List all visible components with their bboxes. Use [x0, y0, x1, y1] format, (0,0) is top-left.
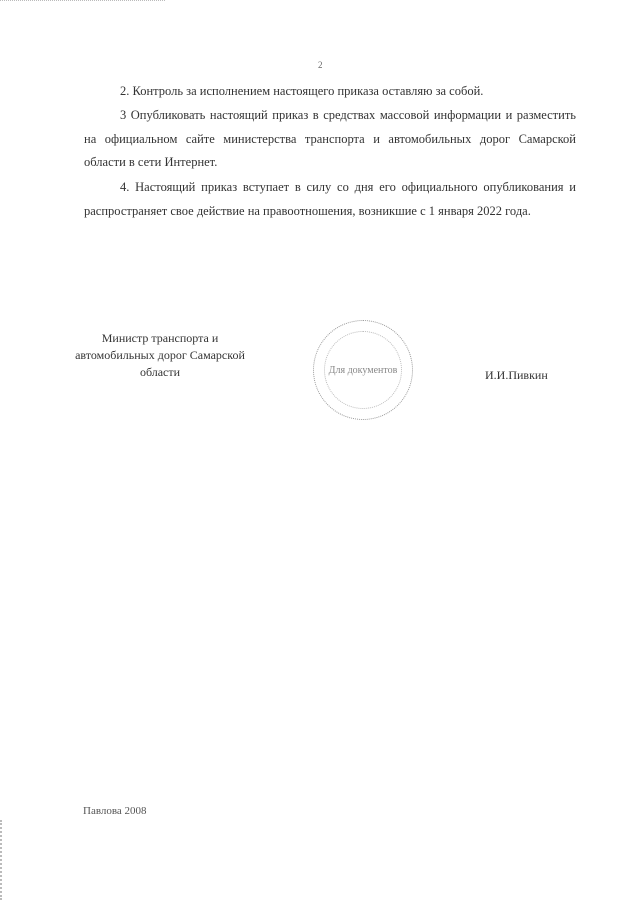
- paragraph-4: 4. Настоящий приказ вступает в силу со дня его официального опубликования и распространяет свое действие на правоотношения, возникшие с 1 января 2022 года.: [84, 180, 576, 218]
- signatory-title: Министр транспорта и автомобильных дорог Самарской области: [75, 331, 245, 379]
- paragraph-2: 2. Контроль за исполнением настоящего приказа оставляю за собой.: [120, 84, 484, 98]
- official-stamp: [313, 320, 413, 420]
- executor-note: Павлова 2008: [83, 805, 147, 817]
- scan-edge-top: [0, 0, 165, 1]
- page-number: 2: [318, 60, 323, 70]
- scan-edge-left: [0, 820, 16, 900]
- stamp-text: Для документов: [324, 331, 402, 409]
- signatory-name: И.И.Пивкин: [485, 368, 548, 382]
- paragraph-3: 3 Опубликовать настоящий приказ в средствах массовой информации и разместить на официальном сайте министерства транспорта и автомобильных дорог Самарской области в сети Интернет.: [84, 108, 576, 169]
